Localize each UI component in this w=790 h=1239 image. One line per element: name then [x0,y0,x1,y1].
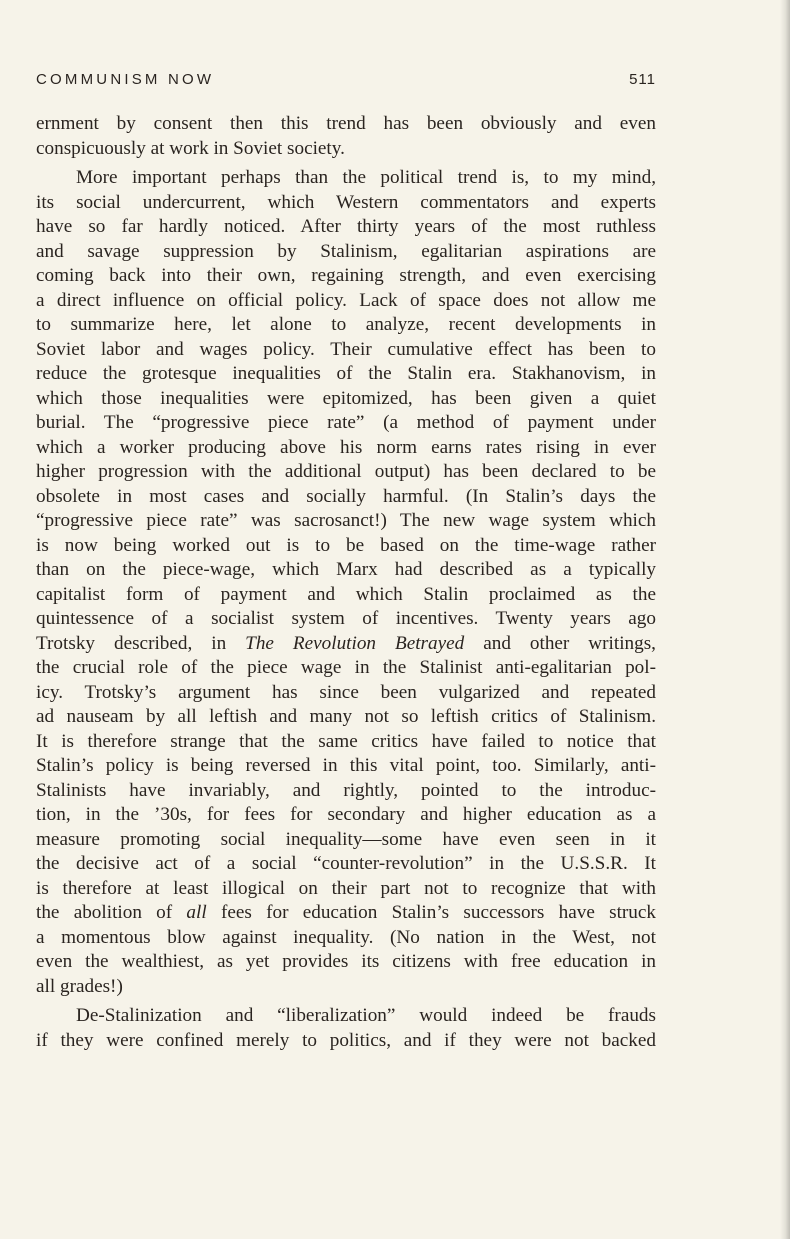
text-line: even the wealthiest, as yet provides its citizens with free education in [36,951,656,972]
text-line: tion, in the ’30s, for fees for secondary and higher education as a [36,804,656,825]
text-line-with-title [36,632,656,657]
text-line: Stalinists have invariably, and rightly, pointed to the introduc- [36,779,656,801]
text-line: coming back into their own, regaining strength, and even exercising [36,265,656,286]
book-title: The Revolution Betrayed [245,632,465,654]
text-line: a direct influence on official policy. Lack of space does not allow me [36,289,656,311]
text-line: the decisive act of a social “counter-revolution” in the U.S.S.R. It [36,853,656,874]
text-line: burial. The “progressive piece rate” (a method of payment under [36,412,656,433]
text-line: “progressive piece rate” was sacrosanct!) The new wage system which [36,510,656,531]
text-line: all grades!) [36,975,123,997]
emphasis-word: all [186,902,207,923]
text-line: ad nauseam by all leftish and many not so leftish critics of Stalinism. [36,706,656,727]
text-line: It is therefore strange that the same critics have failed to notice that [36,730,656,752]
text-line: and savage suppression by Stalinism, egalitarian aspirations are [36,240,656,262]
page-edge-shadow [780,0,790,1239]
text-segment: fees for education Stalin’s successors have struck [220,902,657,923]
text-line: icy. Trotsky’s argument has since been vulgarized and repeated [36,681,656,703]
text-line: measure promoting social inequality—some have even seen in it [36,828,656,850]
body-text [36,112,656,1053]
text-line: More important perhaps than the political trend is, to my mind, [76,167,656,188]
text-line: obsolete in most cases and socially harmful. (In Stalin’s days the [36,485,656,507]
text-line: a momentous blow against inequality. (No nation in the West, not [36,926,656,948]
text-line: capitalist form of payment and which Stalin proclaimed as the [36,583,656,605]
text-segment: and other writings, [483,632,656,654]
text-line: Soviet labor and wages policy. Their cumulative effect has been to [36,338,656,360]
text-line: have so far hardly noticed. After thirty years of the most ruthless [36,216,656,237]
text-line: is now being worked out is to be based on the time-wage rather [36,534,656,556]
text-line: higher progression with the additional output) has been declared to be [36,461,656,482]
running-title: COMMUNISM NOW [36,71,215,88]
paragraph-3 [36,1004,656,1053]
paragraph-1 [36,112,656,161]
text-line: is therefore at least illogical on their part not to recognize that with [36,877,656,899]
text-line: than on the piece-wage, which Marx had described as a typically [36,559,656,580]
text-line: reduce the grotesque inequalities of the Stalin era. Stakhanovism, in [36,363,656,384]
text-line-with-emphasis [36,901,656,926]
text-line: De-Stalinization and “liberalization” would indeed be frauds [76,1005,656,1026]
text-line: which a worker producing above his norm earns rates rising in ever [36,436,656,458]
text-line: quintessence of a socialist system of incentives. Twenty years ago [36,608,656,629]
paragraph-2 [36,166,656,999]
page-number: 511 [629,71,656,88]
text-line: to summarize here, let alone to analyze, recent developments in [36,314,656,335]
text-line: its social undercurrent, which Western commentators and experts [36,191,656,213]
text-line: which those inequalities were epitomized, has been given a quiet [36,387,656,409]
text-line: ernment by consent then this trend has been obviously and even [36,113,656,134]
text-line: the crucial role of the piece wage in the Stalinist anti-egalitarian pol- [36,657,656,678]
text-line: if they were confined merely to politics, and if they were not backed [36,1029,656,1051]
text-segment: Trotsky described, in [36,632,227,654]
text-line: Stalin’s policy is being reversed in this vital point, too. Similarly, anti- [36,755,656,776]
text-line: conspicuously at work in Soviet society. [36,137,345,159]
text-segment: the abolition of [36,902,173,923]
running-head [36,71,656,93]
